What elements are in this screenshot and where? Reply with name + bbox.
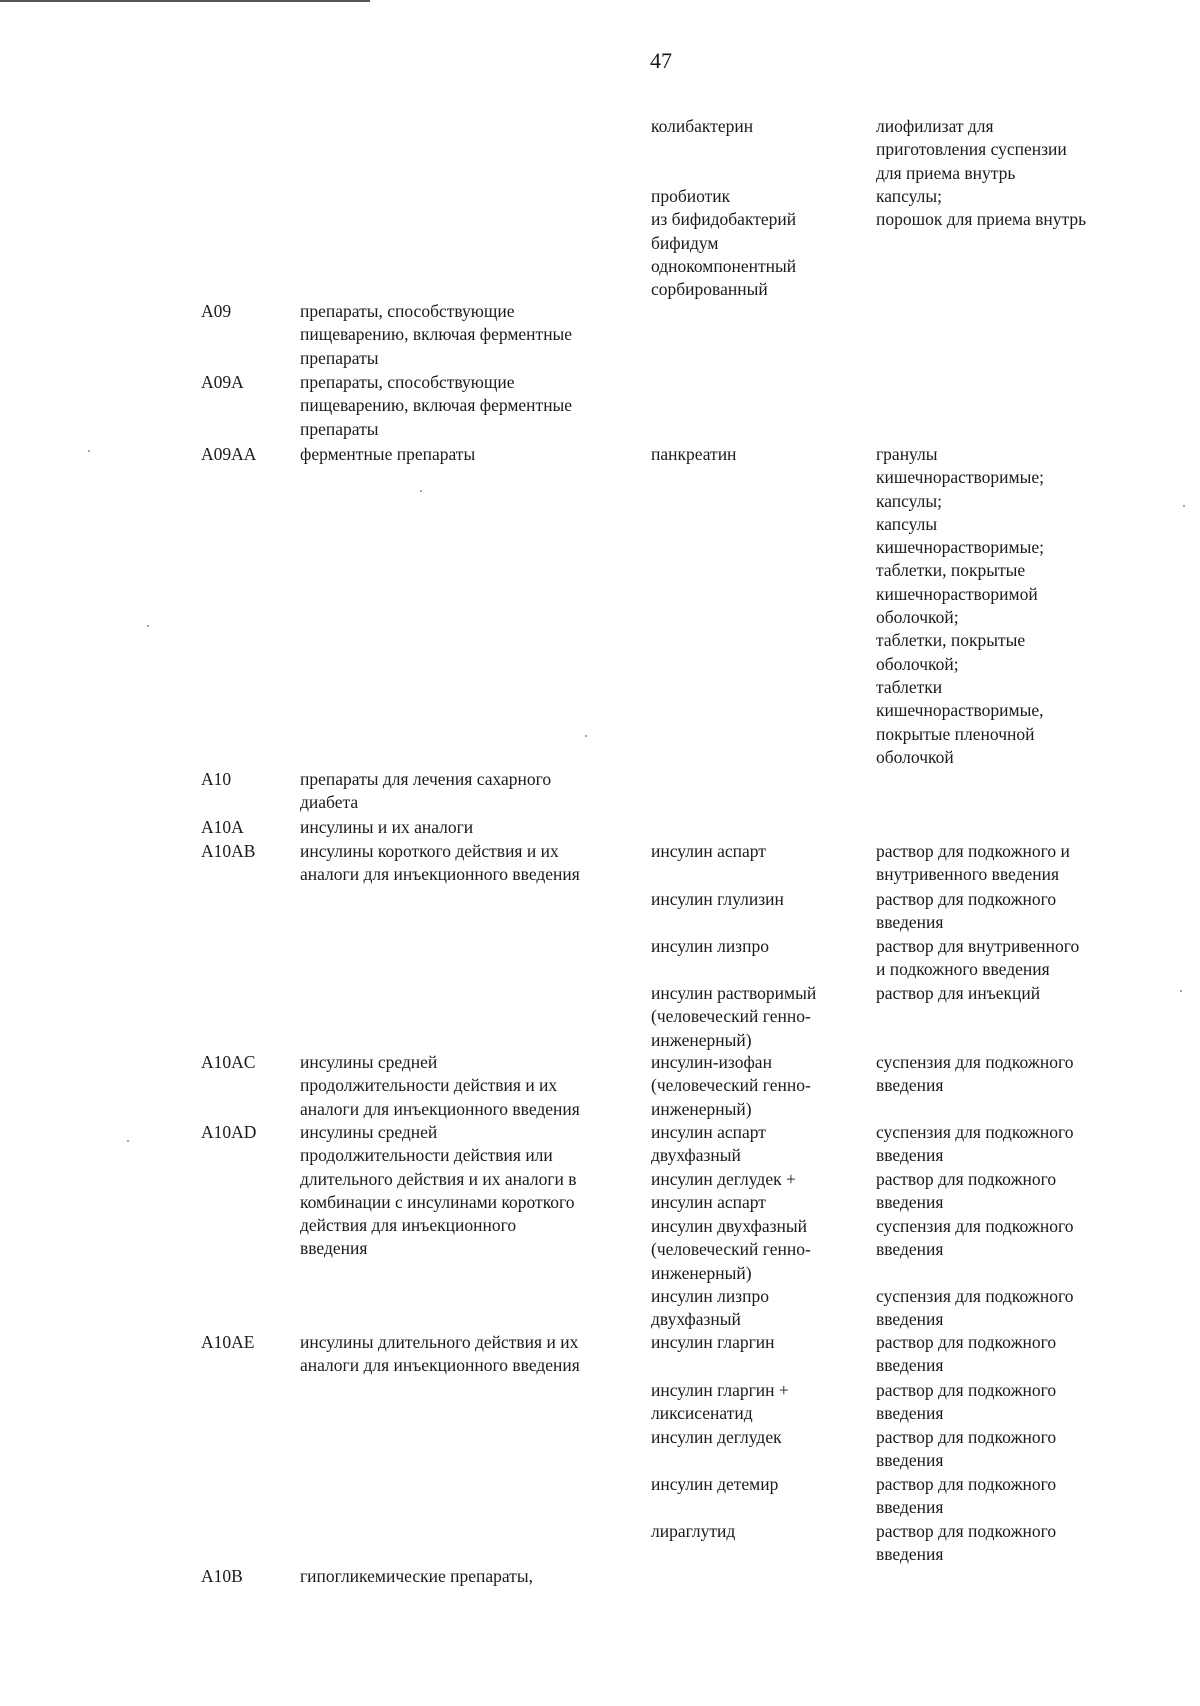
drug-name: инсулин аспарт двухфазный — [651, 1122, 766, 1166]
drug-name: колибактерин — [651, 116, 754, 136]
drug-name: инсулин двухфазный (человеческий генно- инженерный) — [651, 1216, 811, 1283]
dosage-form: суспензия для подкожного введения — [876, 1216, 1074, 1260]
drug-name: инсулин растворимый (человеческий генно- инженерный) — [651, 983, 817, 1050]
atc-group-name: гипогликемические препараты, — [300, 1566, 533, 1586]
dosage-form: раствор для внутривенного и подкожного введения — [876, 936, 1080, 980]
atc-code: A10AD — [201, 1122, 257, 1142]
scan-speck — [1180, 990, 1182, 992]
page-number: 47 — [650, 48, 672, 73]
scan-speck — [88, 450, 90, 452]
dosage-form: суспензия для подкожного введения — [876, 1286, 1074, 1330]
scan-speck — [1183, 505, 1185, 507]
dosage-form: раствор для инъекций — [876, 983, 1041, 1003]
atc-group-name: инсулины короткого действия и их аналоги для инъекционного введения — [300, 841, 580, 885]
atc-group-name: препараты, способствующие пищеварению, включая ферментные препараты — [300, 301, 573, 368]
dosage-form: суспензия для подкожного введения — [876, 1052, 1074, 1096]
atc-group-name: инсулины средней продолжительности действия и их аналоги для инъекционного введения — [300, 1052, 580, 1119]
atc-code: A09 — [201, 301, 232, 321]
drug-name: инсулин лизпро двухфазный — [651, 1286, 769, 1330]
dosage-form: раствор для подкожного введения — [876, 1474, 1057, 1518]
atc-code: A09A — [201, 372, 244, 392]
atc-code: A10 — [201, 769, 232, 789]
drug-name: панкреатин — [651, 444, 737, 464]
atc-group-name: ферментные препараты — [300, 444, 476, 464]
drug-name: инсулин глулизин — [651, 889, 784, 909]
dosage-form: гранулы кишечнорастворимые; капсулы; капсулы кишечнорастворимые; таблетки, покрытые кишечнорастворимой оболочкой; таблетки, покрытые оболочкой; таблетки кишечнорастворимые, покрытые пленочной оболочкой — [876, 444, 1044, 767]
dosage-form: раствор для подкожного введения — [876, 1380, 1057, 1424]
atc-code: A10AE — [201, 1332, 255, 1352]
drug-name: инсулин деглудек + инсулин аспарт — [651, 1169, 796, 1213]
dosage-form: капсулы; порошок для приема внутрь — [876, 186, 1087, 230]
dosage-form: раствор для подкожного введения — [876, 1169, 1057, 1213]
drug-name: лираглутид — [651, 1521, 736, 1541]
dosage-form: суспензия для подкожного введения — [876, 1122, 1074, 1166]
dosage-form: раствор для подкожного введения — [876, 1427, 1057, 1471]
drug-name: инсулин деглудек — [651, 1427, 782, 1447]
atc-group-name: препараты для лечения сахарного диабета — [300, 769, 552, 813]
drug-name: инсулин лизпро — [651, 936, 769, 956]
drug-name: пробиотик из бифидобактерий бифидум однокомпонентный сорбированный — [651, 186, 797, 300]
scan-speck — [585, 735, 587, 737]
dosage-form: раствор для подкожного введения — [876, 1332, 1057, 1376]
dosage-form: лиофилизат для приготовления суспензии для приема внутрь — [876, 116, 1067, 183]
atc-group-name: инсулины средней продолжительности действия или длительного действия и их аналоги в комбинации с инсулинами короткого действия для инъекционного введения — [300, 1122, 577, 1259]
drug-name: инсулин-изофан (человеческий генно- инженерный) — [651, 1052, 811, 1119]
drug-name: инсулин гларгин — [651, 1332, 775, 1352]
scan-speck — [147, 625, 149, 627]
dosage-form: раствор для подкожного введения — [876, 1521, 1057, 1565]
atc-code: A10A — [201, 817, 244, 837]
atc-group-name: инсулины и их аналоги — [300, 817, 474, 837]
atc-group-name: инсулины длительного действия и их аналоги для инъекционного введения — [300, 1332, 580, 1376]
dosage-form: раствор для подкожного введения — [876, 889, 1057, 933]
atc-code: A10AC — [201, 1052, 256, 1072]
atc-code: A10B — [201, 1566, 243, 1586]
atc-code: A09AA — [201, 444, 257, 464]
scan-speck — [420, 490, 422, 492]
dosage-form: раствор для подкожного и внутривенного введения — [876, 841, 1070, 885]
drug-name: инсулин детемир — [651, 1474, 779, 1494]
scan-speck — [127, 1140, 129, 1142]
drug-name: инсулин аспарт — [651, 841, 766, 861]
scan-top-edge-line — [0, 0, 370, 2]
atc-group-name: препараты, способствующие пищеварению, включая ферментные препараты — [300, 372, 573, 439]
drug-name: инсулин гларгин + ликсисенатид — [651, 1380, 789, 1424]
atc-code: A10AB — [201, 841, 256, 861]
